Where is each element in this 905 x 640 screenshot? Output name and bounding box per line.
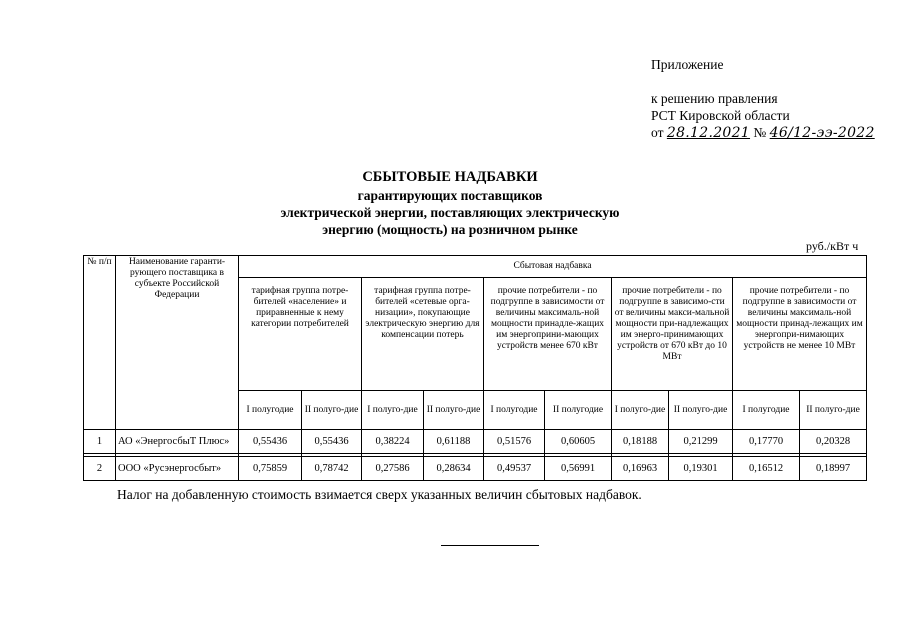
header-num: № п/п xyxy=(84,256,116,430)
group-header-2: тарифная группа потре-бителей «сетевые орга-низации», покупающие электрическую энергию для компенсации потерь xyxy=(362,278,484,391)
half-header: I полуго-дие xyxy=(362,391,424,430)
vat-note: Налог на добавленную стоимость взимается сверх указанных величин сбытовых надбавок. xyxy=(117,487,642,502)
markup-table xyxy=(83,255,867,481)
half-header: II полугодие xyxy=(545,391,612,430)
value-cell: 0,55436 xyxy=(302,430,362,454)
value-cell: 0,27586 xyxy=(362,457,424,481)
half-header: I полугодие xyxy=(733,391,800,430)
title-line-1: СБЫТОВЫЕ НАДБАВКИ xyxy=(362,169,538,185)
value-cell: 0,60605 xyxy=(545,430,612,454)
header-name: Наименование гаранти-рующего поставщика в субъекте Российской Федерации xyxy=(116,256,239,430)
group-header-4: прочие потребители - по подгруппе в зависимо-сти от величины макси-мальной мощности при-надлежащих им энерго-принимающих устройств от 670 кВт до 10 МВт xyxy=(612,278,733,391)
header-row-1 xyxy=(84,256,867,278)
value-cell: 0,78742 xyxy=(302,457,362,481)
value-cell: 0,16963 xyxy=(612,457,669,481)
handwritten-number: 46/12-ээ-2022 xyxy=(769,125,875,141)
title-line-2: гарантирующих поставщиков xyxy=(357,188,543,203)
table-row xyxy=(84,457,867,481)
date-prefix: от xyxy=(651,125,664,140)
value-cell: 0,38224 xyxy=(362,430,424,454)
value-cell: 0,49537 xyxy=(484,457,545,481)
row-name: ООО «Русэнергосбыт» xyxy=(116,457,239,481)
value-cell: 0,21299 xyxy=(669,430,733,454)
half-header: II полуго-дие xyxy=(800,391,867,430)
appendix-title: Приложение xyxy=(651,57,724,72)
half-header: II полуго-дие xyxy=(424,391,484,430)
number-prefix: № xyxy=(753,125,767,140)
appendix-line-2: РСТ Кировской области xyxy=(651,108,790,123)
units-label: руб./кВт ч xyxy=(806,239,859,253)
value-cell: 0,55436 xyxy=(239,430,302,454)
value-cell: 0,61188 xyxy=(424,430,484,454)
value-cell: 0,75859 xyxy=(239,457,302,481)
value-cell: 0,17770 xyxy=(733,430,800,454)
value-cell: 0,19301 xyxy=(669,457,733,481)
row-num: 1 xyxy=(84,430,116,454)
value-cell: 0,20328 xyxy=(800,430,867,454)
row-num: 2 xyxy=(84,457,116,481)
value-cell: 0,56991 xyxy=(545,457,612,481)
appendix-date-line xyxy=(651,124,875,142)
title-line-3: электрической энергии, поставляющих электрическую xyxy=(280,205,620,220)
value-cell: 0,51576 xyxy=(484,430,545,454)
half-header: I полуго-дие xyxy=(612,391,669,430)
row-name: АО «ЭнергосбыТ Плюс» xyxy=(116,430,239,454)
value-cell: 0,16512 xyxy=(733,457,800,481)
table-row xyxy=(84,430,867,454)
half-header: I полугодие xyxy=(484,391,545,430)
title-line-4: энергию (мощность) на розничном рынке xyxy=(322,222,578,237)
value-cell: 0,18997 xyxy=(800,457,867,481)
document-title xyxy=(230,168,670,238)
half-header: II полуго-дие xyxy=(669,391,733,430)
group-header-5: прочие потребители - по подгруппе в зависимости от величины максималь-ной мощности принад-лежащих им энергопри-нимающих устройств не менее 10 МВт xyxy=(733,278,867,391)
half-header: I полугодие xyxy=(239,391,302,430)
half-header: II полуго-дие xyxy=(302,391,362,430)
header-group: Сбытовая надбавка xyxy=(239,256,867,278)
bottom-divider xyxy=(441,545,539,546)
group-header-3: прочие потребители - по подгруппе в зависимости от величины максималь-ной мощности принадле-жащих им энергоприни-мающих устройств менее 670 кВт xyxy=(484,278,612,391)
value-cell: 0,28634 xyxy=(424,457,484,481)
handwritten-date: 28.12.2021 xyxy=(666,125,751,141)
group-header-1: тарифная группа потре-бителей «население» и приравненные к нему категории потребителей xyxy=(239,278,362,391)
appendix-line-1: к решению правления xyxy=(651,91,778,106)
value-cell: 0,18188 xyxy=(612,430,669,454)
appendix-block xyxy=(651,56,875,142)
